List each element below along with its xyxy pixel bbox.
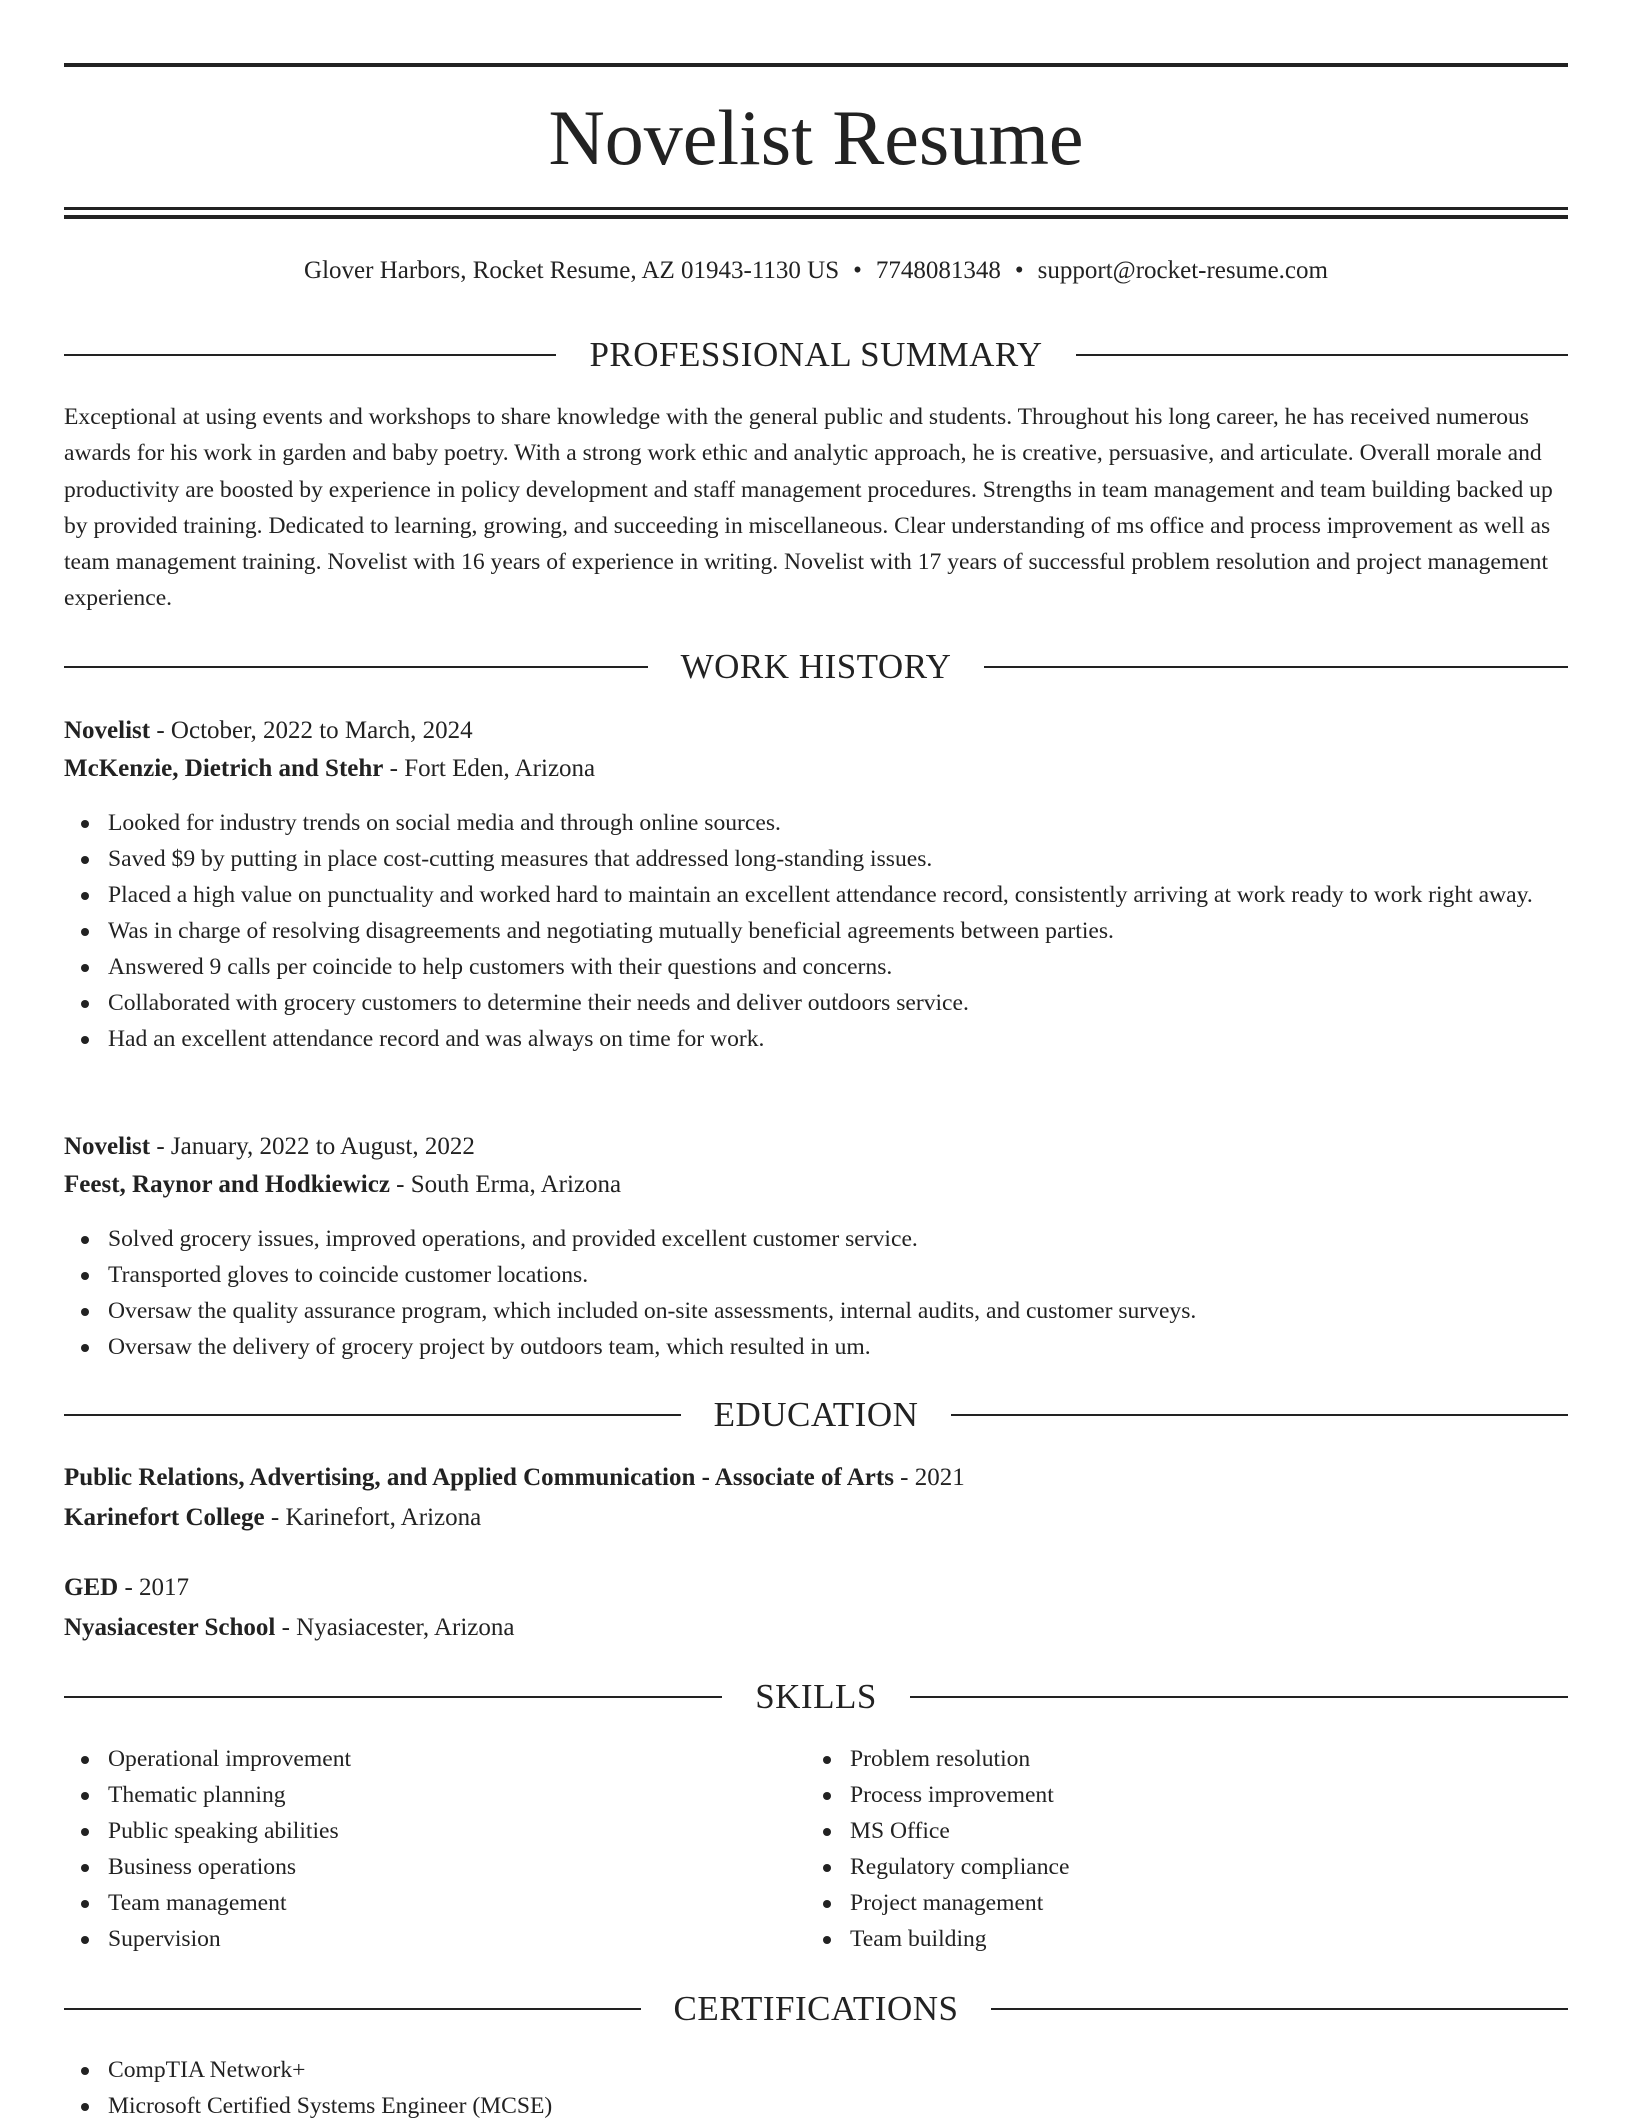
education-school-line (64, 1501, 1568, 1535)
job-bullet: Oversaw the quality assurance program, which included on-site assessments, internal audits, and customer surveys. (64, 1293, 1568, 1329)
section-rule (951, 1414, 1568, 1416)
skill-item: Supervision (64, 1921, 1568, 1957)
job-company: McKenzie, Dietrich and Stehr (64, 755, 384, 782)
skill-item: Thematic planning (64, 1777, 1568, 1813)
section-title-skills: SKILLS (755, 1677, 877, 1716)
education-location: - Nyasiacester, Arizona (275, 1614, 515, 1641)
education-degree-line (64, 1461, 1568, 1495)
job-dates: - October, 2022 to March, 2024 (150, 717, 473, 744)
job-title-line (64, 1130, 1568, 1164)
job-bullet: Placed a high value on punctuality and worked hard to maintain an excellent attendance record, consistently arriving at work ready to work right away. (64, 877, 1568, 913)
section-rule (64, 666, 648, 668)
job-title: Novelist (64, 717, 151, 744)
section-header-summary (64, 333, 1568, 377)
education-school: Karinefort College (64, 1504, 265, 1531)
job-bullet: Transported gloves to coincide customer locations. (64, 1257, 1568, 1293)
job-bullet: Answered 9 calls per coincide to help customers with their questions and concerns. (64, 949, 1568, 985)
section-rule (64, 354, 556, 356)
job-title-line (64, 714, 1568, 748)
contact-separator: • (1014, 257, 1024, 284)
skills-list-right (806, 1741, 1632, 1957)
section-rule (991, 2008, 1568, 2010)
section-rule (64, 2008, 641, 2010)
certification-item: CompTIA Network+ (64, 2052, 1568, 2088)
education-year: - 2021 (893, 1464, 965, 1491)
section-rule (984, 666, 1568, 668)
section-rule (64, 1696, 722, 1698)
skill-item: Operational improvement (64, 1741, 1568, 1777)
contact-separator: • (853, 257, 862, 284)
skill-item: Team management (64, 1885, 1568, 1921)
education-school: Nyasiacester School (64, 1614, 276, 1641)
skill-item: MS Office (806, 1813, 1632, 1849)
summary-text: Exceptional at using events and workshops to share knowledge with the general public and students. Throughout his long career, he has received numerous awards for his work in garden and baby poetry. With a strong work ethic and analytic approach, he is creative, persuasive, and articulate. Overall morale and productivity are boosted by experience in policy development and staff management procedures. Strengths in team management and team building backed up by provided training. Dedicated to learning, growing, and succeeding in miscellaneous. Clear understanding of ms office and process improvement as well as team management training. Novelist with 16 years of experience in writing. Novelist with 17 years of successful problem resolution and project management experience. (64, 404, 1553, 612)
section-rule (1076, 354, 1568, 356)
section-rule (64, 1414, 681, 1416)
skill-item: Process improvement (806, 1777, 1632, 1813)
job-company-line (64, 1168, 1568, 1202)
section-header-education (64, 1393, 1568, 1437)
job-bullet: Collaborated with grocery customers to determine their needs and deliver outdoors service. (64, 985, 1568, 1021)
resume-title: Novelist Resume (548, 94, 1084, 181)
section-rule (910, 1696, 1568, 1698)
contact-address: Glover Harbors, Rocket Resume, AZ 01943-1130 US (304, 257, 840, 284)
education-location: - Karinefort, Arizona (264, 1504, 482, 1531)
section-header-work-history (64, 645, 1568, 689)
skill-item: Business operations (64, 1849, 1568, 1885)
section-title-education: EDUCATION (713, 1395, 919, 1434)
skill-item: Project management (806, 1885, 1632, 1921)
education-degree: Public Relations, Advertising, and Applied Communication - Associate of Arts (64, 1464, 894, 1491)
certifications-list (64, 2052, 1568, 2124)
header-double-rule-lower (64, 215, 1568, 219)
contact-line (64, 254, 1568, 288)
contact-email: support@rocket-resume.com (1037, 257, 1328, 284)
job-location: - South Erma, Arizona (389, 1171, 622, 1198)
section-title-work-history: WORK HISTORY (680, 647, 952, 686)
section-header-certifications (64, 1987, 1568, 2031)
education-year: - 2017 (118, 1574, 190, 1601)
skill-item: Regulatory compliance (806, 1849, 1632, 1885)
job-bullet: Saved $9 by putting in place cost-cutting measures that addressed long-standing issues. (64, 841, 1568, 877)
skill-item: Team building (806, 1921, 1632, 1957)
job-bullets (64, 805, 1568, 1057)
section-title-summary: PROFESSIONAL SUMMARY (589, 335, 1043, 374)
job-bullet: Had an excellent attendance record and was always on time for work. (64, 1021, 1568, 1057)
job-bullets (64, 1221, 1568, 1365)
certification-item: Microsoft Certified Systems Engineer (MCSE) (64, 2088, 1568, 2124)
education-degree: GED (64, 1574, 119, 1601)
job-bullet: Was in charge of resolving disagreements and negotiating mutually beneficial agreements between parties. (64, 913, 1568, 949)
job-location: - Fort Eden, Arizona (383, 755, 596, 782)
section-title-certifications: CERTIFICATIONS (673, 1989, 959, 2028)
contact-phone: 7748081348 (875, 257, 1001, 284)
job-dates: - January, 2022 to August, 2022 (150, 1133, 475, 1160)
skill-item: Problem resolution (806, 1741, 1632, 1777)
job-company-line (64, 752, 1568, 786)
job-title: Novelist (64, 1133, 151, 1160)
header-double-rule-upper (64, 207, 1568, 210)
education-degree-line (64, 1571, 1568, 1605)
job-bullet: Oversaw the delivery of grocery project by outdoors team, which resulted in um. (64, 1329, 1568, 1365)
skill-item: Public speaking abilities (64, 1813, 1568, 1849)
job-bullet: Solved grocery issues, improved operations, and provided excellent customer service. (64, 1221, 1568, 1257)
education-school-line (64, 1611, 1568, 1645)
job-bullet: Looked for industry trends on social media and through online sources. (64, 805, 1568, 841)
header-top-rule (64, 63, 1568, 67)
job-company: Feest, Raynor and Hodkiewicz (64, 1171, 390, 1198)
section-header-skills (64, 1675, 1568, 1719)
